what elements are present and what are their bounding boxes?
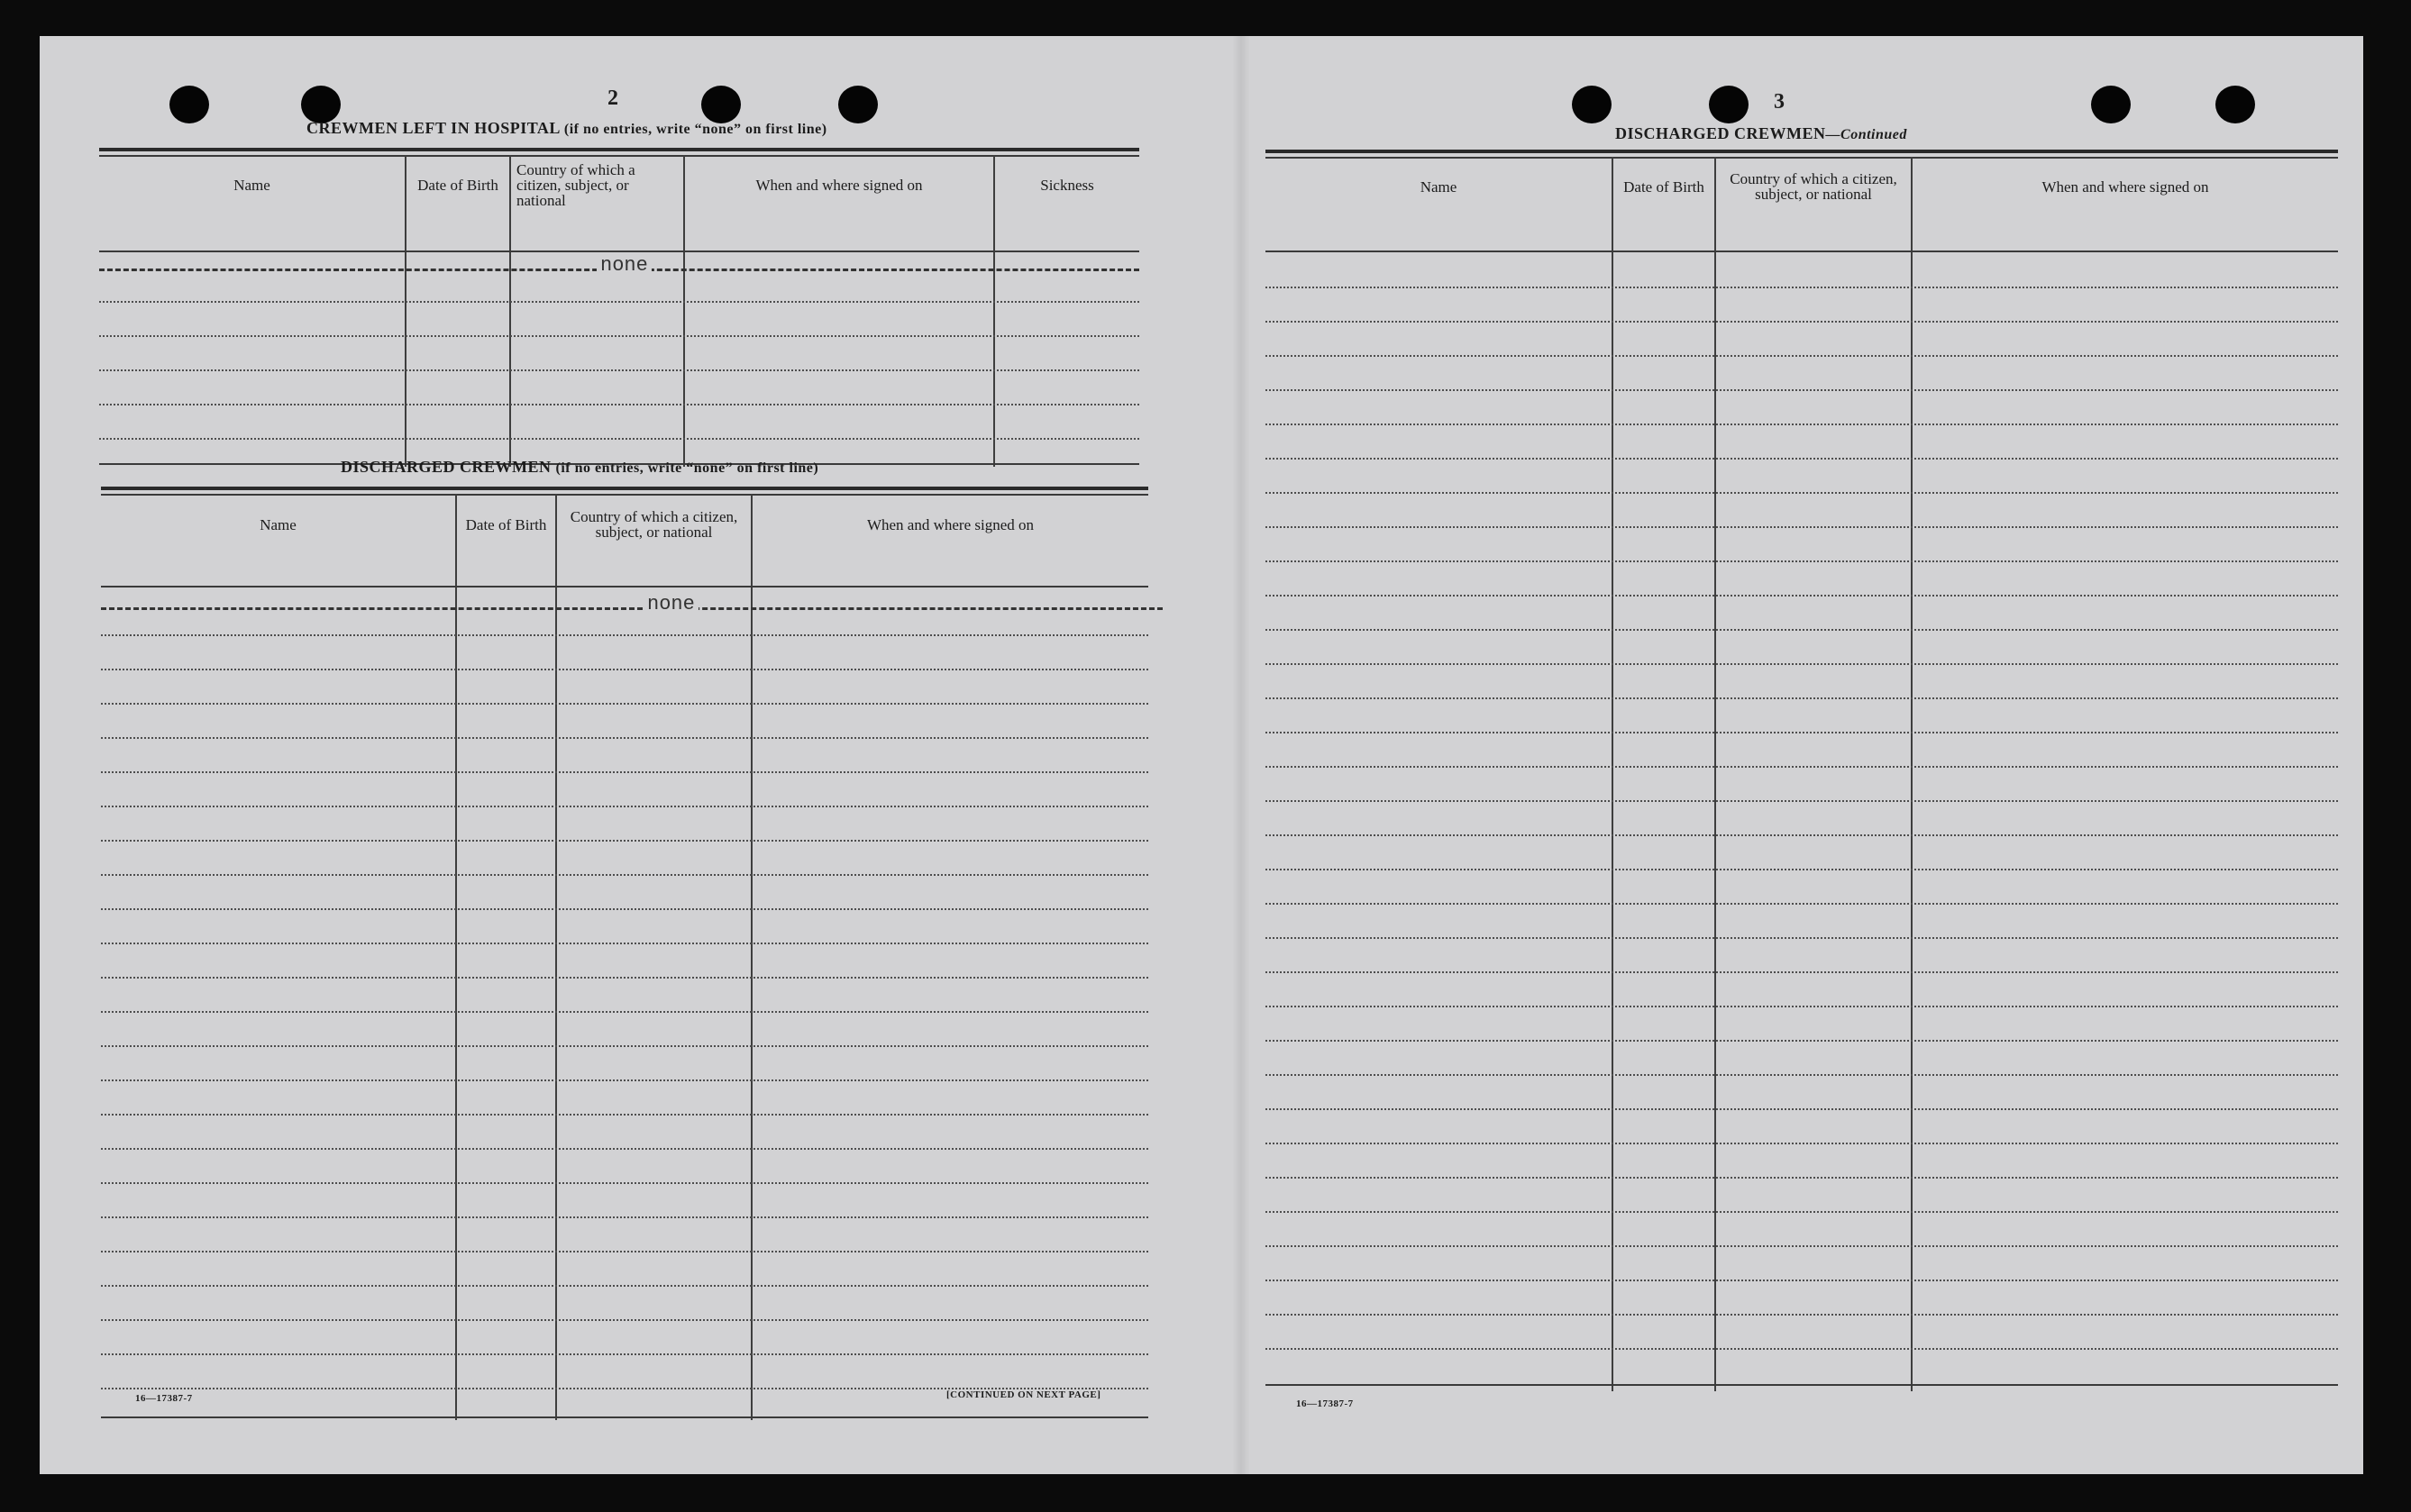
table-row [101,703,1148,705]
table-row [1265,595,2338,597]
table-row [99,438,1139,440]
discharged-continued-title-text: DISCHARGED CREWMEN [1615,124,1826,142]
table-bottom-rule [101,1416,1148,1418]
col-header-signed-on: When and where signed on [866,515,1035,533]
col-header-dob: Date of Birth [1623,178,1704,196]
discharged-table [101,487,1148,1420]
column-divider [1612,157,1613,1391]
table-row [1265,1006,2338,1007]
form-number-right: 16—17387-7 [1296,1398,1354,1409]
table-row [1265,697,2338,699]
table-top-rule [1265,150,2338,153]
table-row [101,1319,1148,1321]
table-row [1265,1314,2338,1316]
table-row [1265,492,2338,494]
col-header-signed-on: When and where signed on [2041,178,2209,196]
discharged-title-text: DISCHARGED CREWMEN [341,458,552,476]
table-row [1265,663,2338,665]
table-row [1265,1074,2338,1076]
column-divider [555,494,557,1420]
table-row [101,669,1148,670]
table-row [101,1045,1148,1047]
table-row [101,1011,1148,1013]
table-row [1265,1245,2338,1247]
table-row [1265,629,2338,631]
table-row [1265,1177,2338,1179]
column-divider [751,494,753,1420]
discharged-title-note: (if no entries, write “none” on first line) [555,460,819,476]
punch-hole [301,86,341,123]
table-row [101,943,1148,944]
col-header-dob: Date of Birth [465,515,547,533]
table-row [101,1114,1148,1116]
column-divider [1911,157,1913,1391]
none-entry-text: none [597,254,652,277]
table-row [1265,560,2338,562]
header-bottom-rule [1265,250,2338,252]
form-number-left: 16—17387-7 [135,1393,193,1404]
page-number-left: 2 [607,87,618,110]
table-bottom-rule [1265,1384,2338,1386]
table-row [101,1148,1148,1150]
table-row [1265,1211,2338,1213]
table-row [99,369,1139,371]
header-bottom-rule [101,586,1148,587]
page-fold [1232,36,1250,1474]
table-row [1265,389,2338,391]
document-sheet [40,36,2363,1474]
table-row [99,335,1139,337]
punch-hole [169,86,209,123]
header-bottom-rule [99,250,1139,252]
col-header-country: Country of which a citizen, subject, or national [516,160,635,209]
col-header-signed-on: When and where signed on [755,176,923,194]
punch-hole [1572,86,1612,123]
col-header-name: Name [233,176,270,194]
none-entry-text: none [644,593,699,615]
col-header-dob: Date of Birth [417,176,498,194]
table-row [1265,1280,2338,1281]
col-header-sickness: Sickness [1040,176,1094,194]
hospital-title-text: CREWMEN LEFT IN HOSPITAL [306,119,560,137]
none-entry-line [101,607,1163,610]
table-row [101,908,1148,910]
table-row [101,874,1148,876]
discharged-continued-table [1265,150,2338,1391]
punch-hole [2091,86,2131,123]
table-row [1265,903,2338,905]
table-row [101,1285,1148,1287]
table-top-rule [99,148,1139,151]
punch-hole [1709,86,1749,123]
continued-note: [CONTINUED ON NEXT PAGE] [946,1389,1101,1400]
table-row [1265,458,2338,460]
discharged-section-title [341,458,818,477]
hospital-title-note: (if no entries, write “none” on first line) [563,122,827,137]
table-row [1265,321,2338,323]
hospital-section-title [306,119,827,138]
table-row [99,404,1139,405]
table-row [99,301,1139,303]
table-row [101,1353,1148,1355]
punch-hole [838,86,878,123]
continued-suffix: —Continued [1825,127,1907,142]
col-header-name: Name [260,515,297,533]
table-row [101,1079,1148,1081]
table-row [1265,1108,2338,1110]
punch-hole [701,86,741,123]
hospital-table [99,148,1139,467]
table-row [101,1182,1148,1184]
table-row [1265,355,2338,357]
col-header-name: Name [1420,178,1457,196]
table-row [101,771,1148,773]
table-row [1265,732,2338,733]
table-row [101,737,1148,739]
table-row [101,977,1148,979]
table-row [1265,800,2338,802]
table-row [1265,1348,2338,1350]
table-row [101,806,1148,807]
table-row [1265,971,2338,973]
table-top-rule [101,487,1148,490]
punch-hole [2215,86,2255,123]
table-row [101,1216,1148,1218]
table-row [101,840,1148,842]
table-row [1265,869,2338,870]
table-row [1265,1040,2338,1042]
table-row [1265,526,2338,528]
table-row [1265,834,2338,836]
table-row [1265,1143,2338,1144]
column-divider [1714,157,1716,1391]
col-header-country: Country of which a citizen, subject, or national [1730,170,1897,203]
table-row [101,1251,1148,1252]
page-number-right: 3 [1774,90,1785,114]
column-divider [455,494,457,1420]
table-row [1265,287,2338,288]
discharged-continued-title [1615,124,1907,143]
table-row [1265,424,2338,425]
table-row [1265,766,2338,768]
table-row [101,634,1148,636]
col-header-country: Country of which a citizen, subject, or national [570,508,738,541]
table-row [1265,937,2338,939]
